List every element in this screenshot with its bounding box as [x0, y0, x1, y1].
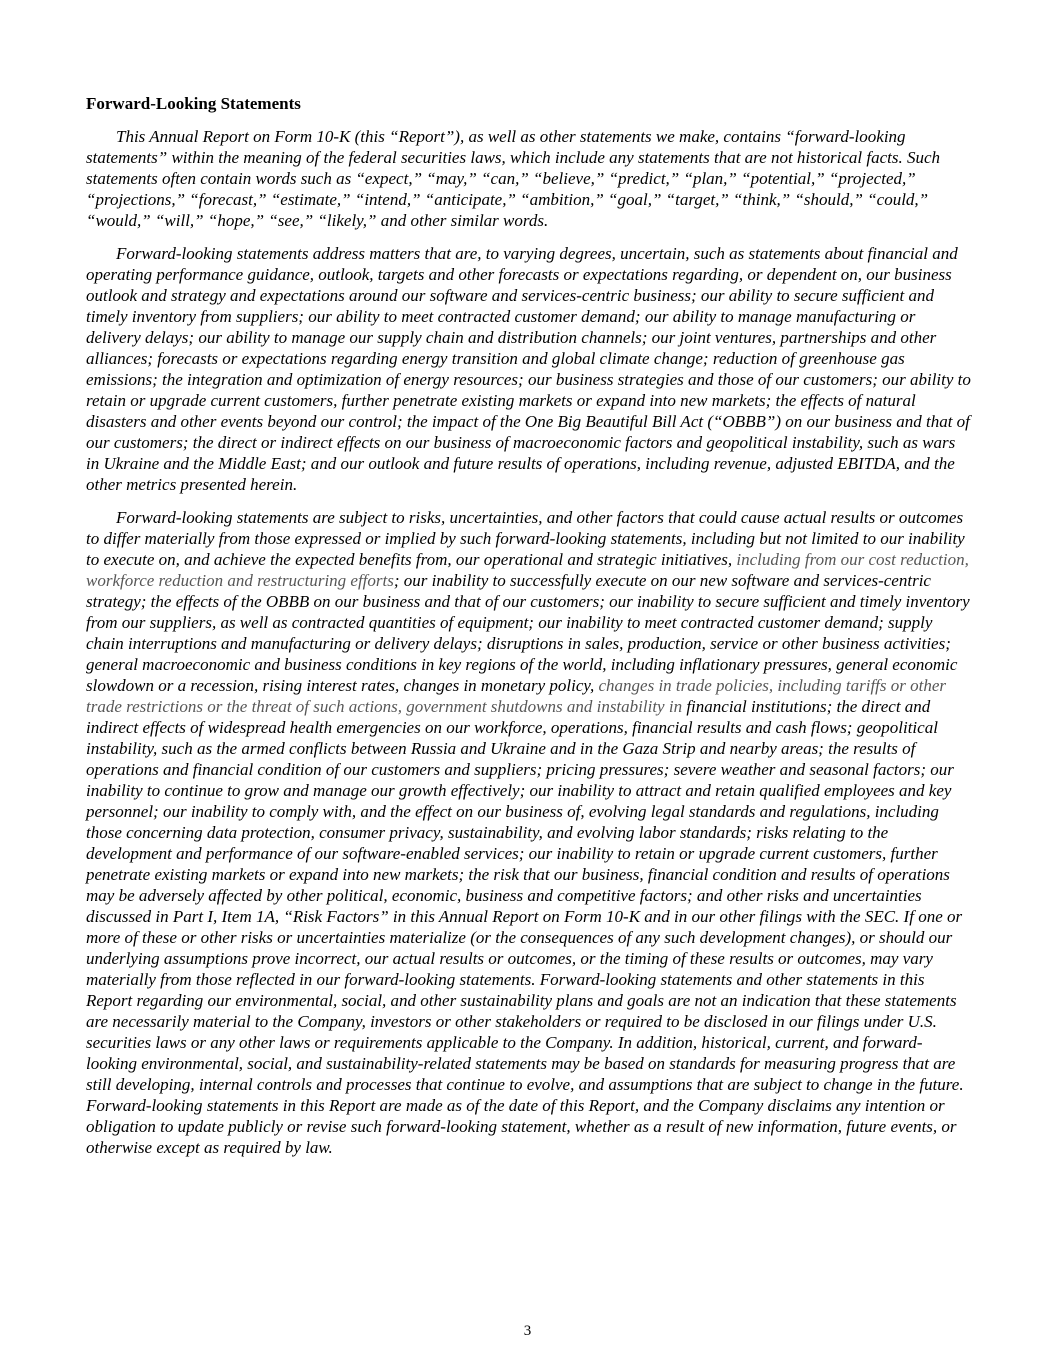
text-segment: This Annual Report on Form 10-K (this “Report”), as well as other statements we make, contains “forward-looking statements” within the meaning of the federal securities laws, which include any statements that are not historical facts. Such statements often contain words such as “expect,” “may,” “can,” “believe,” “predict,” “plan,” “potential,” “projected,” “projections,” “forecast,” “estimate,” “intend,” “anticipate,” “ambition,” “goal,” “target,” “think,” “should,” “could,” “would,” “will,” “hope,” “see,” “likely,” and other similar words. [86, 127, 941, 230]
paragraph-forward-looking-intro [86, 126, 971, 231]
paragraph-statements-address-matters [86, 243, 971, 495]
text-segment: ; our inability to successfully execute on our new software and services-centric strategy; the effects of the OBBB on our business and that of our customers; our inability to secure sufficient and timely inventory from our suppliers, as well as contracted quantities of equipment; our inability to meet contracted customer demand; supply chain interruptions and manufacturing or delivery delays; disruptions in sales, production, service or other business activities; general macroeconomic and business conditions in key regions of the world, including inflationary pressures, general economic slowdown or a recession, rising interest rates, changes in monetary policy, [86, 571, 970, 695]
page-number: 3 [523, 1323, 532, 1339]
text-segment: financial institutions; the direct and indirect effects of widespread health emergencies on our workforce, operations, financial results and cash flows; geopolitical instability, such as the armed conflicts between Russia and Ukraine and in the Gaza Strip and nearby areas; the results of operations and financial condition of our customers and suppliers; pricing pressures; severe weather and seasonal factors; our inability to continue to grow and manage our growth effectively; our inability to attract and retain qualified employees and key personnel; our inability to comply with, and the effect on our business of, evolving legal standards and regulations, including those concerning data protection, consumer privacy, sustainability, and evolving labor standards; risks relating to the development and performance of our software-enabled services; our inability to retain or upgrade current customers, further penetrate existing markets or expand into new markets; the risk that our business, financial condition and results of operations may be adversely affected by other political, economic, business and competitive factors; and other risks and uncertainties discussed in Part I, Item 1A, “Risk Factors” in this Annual Report on Form 10-K and in our other filings with the SEC. If one or more of these or other risks or uncertainties materialize (or the consequences of any such development changes), or should our underlying assumptions prove incorrect, our actual results or outcomes, or the timing of these results or outcomes, may vary materially from those reflected in our forward-looking statements. Forward-looking statements and other statements in this Report regarding our environmental, social, and other sustainability plans and goals are not an indication that these statements are necessarily material to the Company, investors or other stakeholders or required to be disclosed in our filings under U.S. securities laws or any other laws or requirements applicable to the Company. In addition, historical, current, and forward-looking environmental, social, and sustainability-related statements may be based on standards for measuring progress that are still developing, internal controls and processes that continue to evolve, and assumptions that are subject to change in the future. Forward-looking statements in this Report are made as of the date of this Report, and the Company disclaims any intention or obligation to update publicly or revise such forward-looking statement, whether as a result of new information, future events, or otherwise except as required by law. [86, 697, 964, 1157]
section-heading: Forward-Looking Statements [86, 94, 301, 113]
paragraph-risks-and-uncertainties [86, 507, 971, 1158]
text-segment-muted: including from our cost reduction, workforce reduction and restructuring efforts [86, 550, 969, 590]
text-segment: Forward-looking statements are subject to risks, uncertainties, and other factors that could cause actual results or outcomes to differ materially from those expressed or implied by such forward-looking statements, including but not limited to our inability to execute on, and achieve the expected benefits from, our operational and strategic initiatives, [86, 508, 965, 569]
text-segment-muted: changes in trade policies, including tariffs or other trade restrictions or the threat of such actions, government shutdowns and instability in [86, 676, 947, 716]
text-segment: Forward-looking statements address matters that are, to varying degrees, uncertain, such as statements about financial and operating performance guidance, outlook, targets and other forecasts or expectations regarding, or dependent on, our business outlook and strategy and expectations around our software and services-centric business; our ability to secure sufficient and timely inventory from suppliers; our ability to meet contracted customer demand; our ability to manage manufacturing or delivery delays; our ability to manage our supply chain and distribution channels; our joint ventures, partnerships and other alliances; forecasts or expectations regarding energy transition and global climate change; reduction of greenhouse gas emissions; the integration and optimization of energy resources; our business strategies and those of our customers; our ability to retain or upgrade current customers, further penetrate existing markets or expand into new markets; the effects of natural disasters and other events beyond our control; the impact of the One Big Beautiful Bill Act (“OBBB”) on our business and that of our customers; the direct or indirect effects on our business of macroeconomic factors and geopolitical instability, such as wars in Ukraine and the Middle East; and our outlook and future results of operations, including revenue, adjusted EBITDA, and the other metrics presented herein. [86, 244, 971, 494]
